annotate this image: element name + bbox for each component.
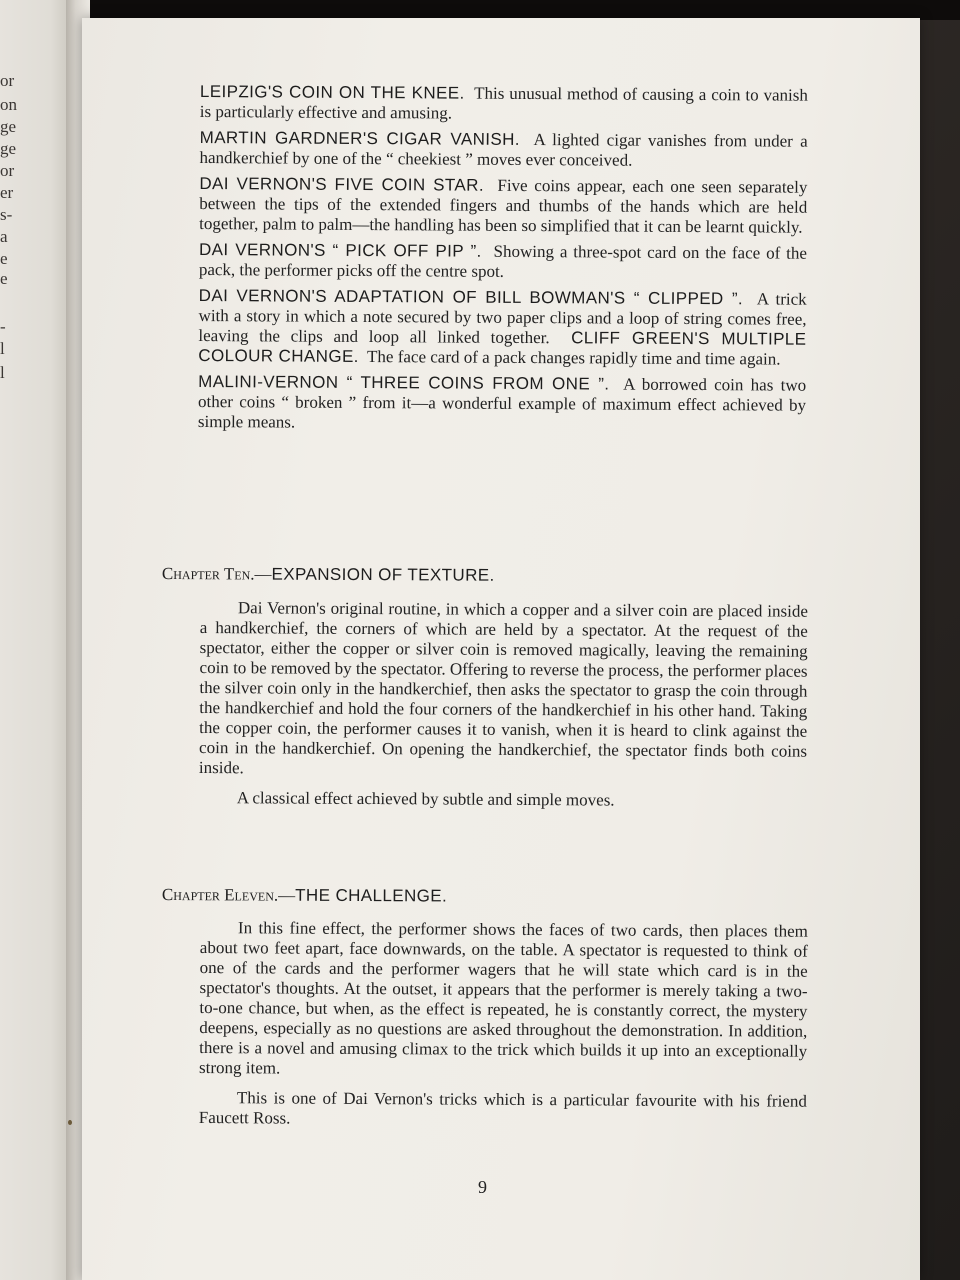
entry-heading: MALINI-VERNON “ THREE COINS FROM ONE ”. (198, 371, 610, 394)
paragraph: In this fine effect, the performer shows the faces of two cards, then places them about two feet apart, face downwards, on the table. A spectator is requested to think of one of the cards and the performer wagers that he will state which card is in the spectator's thoughts. At the outset, it appears that the performer is merely taking a two-to-one chance, but when, as the effect is repeated, he is constantly correct, the mystery deepens, especially as no questions are asked throughout the demonstration. In addition, there is a novel and amusing climax to the trick which builds it up into an exceptionally strong item. (199, 918, 808, 1078)
chapter-title: THE CHALLENGE. (295, 885, 448, 906)
list-item (199, 240, 807, 284)
edge-fragment: l (0, 363, 5, 382)
edge-fragment: a (0, 227, 8, 246)
entry-heading: CLIFF GREEN'S MULTIPLE COLOUR CHANGE. (198, 328, 807, 366)
entry-description: The face card of a pack changes rapidly time and time again. (366, 347, 781, 369)
list-item (200, 82, 808, 126)
entry-description: Showing a three-spot card on the face of the pack, the performer picks off the centre spot. (198, 241, 808, 281)
entry-heading: DAI VERNON'S “ PICK OFF PIP ”. (198, 239, 482, 261)
left-page-fragment (0, 0, 72, 1280)
entry-description: Five coins appear, each one seen separately between the tips of the extended fingers and thumbs of the hands which are held together, palm to palm—the handling has been so simplified that it can be learnt quickly. (199, 175, 808, 237)
edge-fragment: on (0, 95, 17, 114)
top-shadow (82, 0, 960, 20)
chapter-ten-body (199, 598, 808, 812)
chapter-prefix: Chapter Eleven.— (161, 885, 296, 905)
entry-heading: MARTIN GARDNER'S CIGAR VANISH. (199, 127, 521, 149)
paragraph: This is one of Dai Vernon's tricks which is a particular favourite with his friend Faucett Ross. (198, 1088, 807, 1128)
paper-speck (68, 1120, 72, 1125)
edge-fragment: ge (0, 117, 17, 136)
edge-fragment: or (0, 71, 15, 90)
entry-description: A borrowed coin has two other coins “ broken ” from it—a wonderful example of maximum effect achieved by simple means. (197, 374, 807, 432)
list-item (199, 174, 807, 238)
page-number: 9 (478, 1177, 487, 1197)
edge-fragment: e (0, 269, 8, 288)
chapter-title: EXPANSION OF TEXTURE. (271, 564, 495, 585)
entry-heading: LEIPZIG'S COIN ON THE KNEE. (199, 82, 465, 103)
entry-description: A trick with a story in which a note secured by two paper clips and a loop of string comes free, leaving the clips and loop all linked together. (198, 289, 807, 348)
entry-description: This unusual method of causing a coin to vanish is particularly effective and amusing. (199, 83, 808, 123)
list-item (198, 286, 806, 370)
edge-fragment: - (0, 317, 6, 336)
list-item (198, 372, 806, 436)
edge-fragment: or (0, 161, 15, 180)
edge-fragment: l (0, 339, 5, 358)
edge-fragment: ge (0, 139, 17, 158)
chapter-ten-heading (162, 563, 802, 587)
paragraph: Dai Vernon's original routine, in which a copper and a silver coin are placed inside a handkerchief, the corners of which are held by a spectator. At the request of the spectator, either the copper or silver coin is removed magically, leaving the remaining coin to be removed by the spectator. Offering to reverse the process, the performer places the silver coin only in the handkerchief, then asks the spectator to grasp the coin through the handkerchief and hold the four corners of the handkerchief in his other hand. Taking the copper coin, the performer causes it to vanish, when it is heard to clink against the coin in the handkerchief. On opening the handkerchief, the spectator finds both coins inside. (198, 598, 808, 778)
trick-list (198, 82, 808, 442)
entry-heading: DAI VERNON'S ADAPTATION OF BILL BOWMAN'S “ CLIPPED ”. (198, 285, 744, 309)
left-page-text-edge (0, 0, 72, 1280)
entry-description: A lighted cigar vanishes from under a handkerchief by one of the “ cheekiest ” moves ever conceived. (199, 130, 808, 170)
list-item (199, 128, 807, 172)
edge-fragment: s- (0, 205, 13, 224)
edge-fragment: er (0, 183, 14, 202)
chapter-eleven-heading (162, 884, 802, 908)
paragraph: A classical effect achieved by subtle and simple moves. (236, 788, 615, 810)
chapter-eleven-body (199, 918, 808, 1132)
chapter-prefix: Chapter Ten.— (161, 564, 272, 584)
entry-heading: DAI VERNON'S FIVE COIN STAR. (199, 173, 485, 195)
edge-fragment: e (0, 249, 8, 268)
